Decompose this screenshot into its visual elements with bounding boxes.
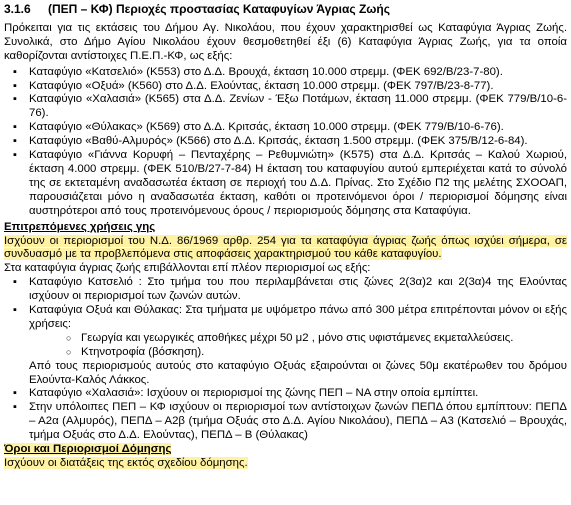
restriction-katselio: ▪ Καταφύγιο Κατσελιό : Στο τμήμα του που περιλαμβάνεται στις ζώνες 2(3α)2 και 2(3α)4 της Ελούντας ισχύουν οι περιορισμοί των ζωνών αυτών. [4,276,567,304]
refuge-item: ▪ Καταφύγιο «Οξυά» (Κ560) στο Δ.Δ. Ελούντας, έκταση 10.000 στρεμμ. (ΦΕΚ 797/Β/23-8-77). [4,80,567,94]
building-text-highlight: Ισχύουν οι διατάξεις της εκτός σχεδίου δόμησης. [4,457,248,469]
restrictions-list-continued [4,387,567,443]
building-terms-heading [4,443,567,457]
refuge-list [4,66,567,219]
highlight-text: Ισχύουν οι περιορισμοί του Ν.Δ. 86/1969 αρθρ. 254 για τα καταφύγια άγριας ζωής όπως ισχύει σήμερα, σε συνδυασμό με τα προβλεπόμενα στις αποφάσεις χαρακτηρισμού του κάθε καταφυγίου. [4,234,567,261]
refuge-item: ▪ Καταφύγιο «Κατσελιό» (Κ553) στο Δ.Δ. Βρουχά, έκταση 10.000 στρεμμ. (ΦΕΚ 692/Β/23-7-80). [4,66,567,80]
permitted-uses-heading: Επιτρεπόμενες χρήσεις γης [4,220,156,233]
allowed-use-item: ○ Κτηνοτροφία (βόσκηση). [4,346,567,360]
intro-paragraph: Πρόκειται για τις εκτάσεις του Δήμου Αγ. Νικολάου, που έχουν χαρακτηρισθεί ως Καταφύγια Άγριας Ζωής. Συνολικά, στο Δήμο Αγίου Νικολάου έχουν θεσμοθετηθεί έξι (6) Καταφύγια Άγριας Ζωής, για τα οποία καθορίζονται αντίστοιχες Π.Ε.Π.-ΚΦ, ως εξής: [4,21,567,62]
refuge-item: ▪ Καταφύγιο «Βαθύ-Αλμυρός» (Κ566) στο Δ.Δ. Κριτσάς, έκταση 1.500 στρεμμ. (ΦΕΚ 375/Β/12-6-84). [4,135,567,149]
building-heading-highlight: Όροι και Περιορισμοί Δόμησης [4,443,172,456]
allowed-uses-list [4,332,567,360]
refuge-item: ▪ Καταφύγιο «Γιάννα Κορυφή – Πενταχέρης – Ρεθυμνιώτη» (Κ575) στα Δ.Δ. Κριτσάς – Καλού Χωριού, έκταση 4.000 στρεμμ. (ΦΕΚ 510/Β/27-7-84) Η έκταση του καταφυγίου αυτού εμπεριέχεται κατά το σύνολό της σε εκτεταμένη αναδασωτέα έκταση σε περιοχή του Δ.Δ. Πρίνας. Στο Σχέδιο Π2 της μελέτης ΣΧΟΟΑΠ, παρουσιάζεται μόνο η αναδασωτέα έκταση, καθότι οι προτεινόμενοι όροι / περιορισμοί δόμησης είναι αυστηρότεροι από τους προτεινόμενους όρους / περιορισμούς δόμησης στα Καταφύγια. [4,149,567,219]
refuge-item: ▪ Καταφύγιο «Θύλακας» (Κ569) στο Δ.Δ. Κριτσάς, έκταση 10.000 στρεμμ. (ΦΕΚ 779/Β/10-6-76). [4,121,567,135]
section-title: (ΠΕΠ – ΚΦ) Περιοχές προστασίας Καταφυγίων Άγριας Ζωής [48,2,391,16]
restriction-oxya-thylakas: ▪ Καταφύγια Οξυά και Θύλακας: Στα τμήματα με υψόμετρο πάνω από 300 μέτρα επιτρέπονται μόνον οι εξής χρήσεις: [4,304,567,332]
highlighted-paragraph [4,235,567,263]
building-terms-paragraph [4,457,567,471]
restriction-chalasia: ▪ Καταφύγιο «Χαλασιά»: Ισχύουν οι περιορισμοί της ζώνης ΠΕΠ – ΝΑ στην οποία εμπίπτει. [4,387,567,401]
oxya-exception-note: Από τους περιορισμούς αυτούς στο καταφύγιο Οξυάς εξαιρούνται οι ζώνες 50μ εκατέρωθεν του δρόμου Ελούντα-Καλός Λάκκος. [29,359,567,386]
restrictions-list [4,276,567,332]
section-heading [4,3,567,17]
section-number: 3.1.6 [4,2,31,16]
restriction-other-zones: ▪ Στην υπόλοιπες ΠΕΠ – ΚΦ ισχύουν οι περιορισμοί των αντίστοιχων ζωνών ΠΕΠΔ όπου εμπίπτουν: ΠΕΠΔ – Α2α (Αλμυρός), ΠΕΠΔ – Α2β (τμήμα Οξυάς στο Δ.Δ. Αγίου Νικολάου), ΠΕΠΔ – Α3 (Κατσελιό – Βρουχάς, τμήμα Οξυάς στο Δ.Δ. Ελούντας), ΠΕΠΔ – Β (Θύλακας) [4,401,567,443]
allowed-use-item: ○ Γεωργία και γεωργικές αποθήκες μέχρι 50 μ2 , μόνο στις υφιστάμενες εκμεταλλεύσεις. [4,332,567,346]
refuge-item: ▪ Καταφύγιο «Χαλασιά» (Κ565) στα Δ.Δ. Ζενίων - Έξω Ποτάμων, έκταση 11.000 στρεμμ. (ΦΕΚ 779/Β/10-6-76). [4,93,567,121]
additional-restrictions-intro: Στα καταφύγια άγριας ζωής επιβάλλονται επί πλέον περιορισμοί ως εξής: [4,262,371,275]
